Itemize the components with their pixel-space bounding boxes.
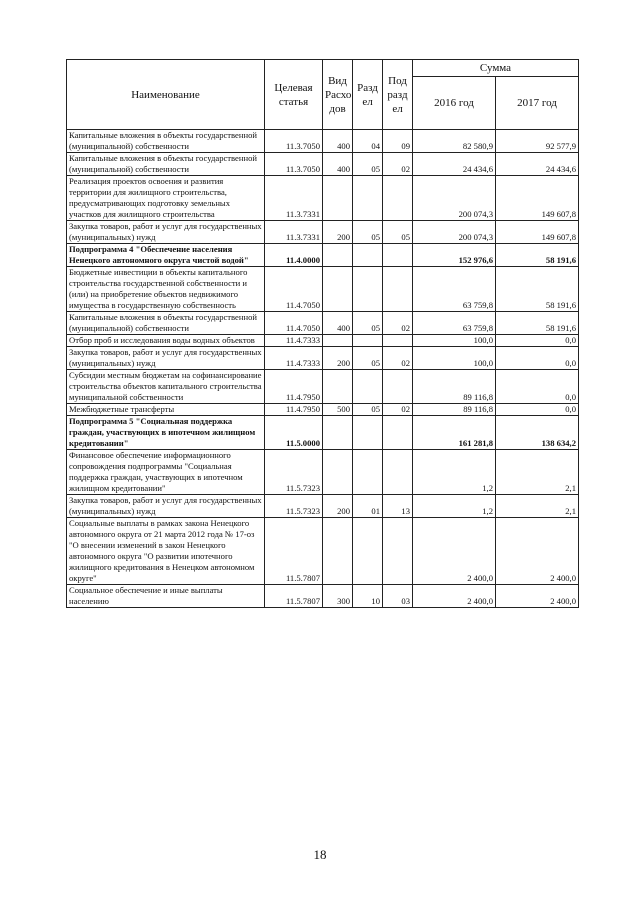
cell-section (353, 518, 383, 585)
cell-section (353, 176, 383, 221)
cell-article: 11.5.7807 (265, 518, 323, 585)
table-row (67, 335, 579, 347)
table-row (67, 416, 579, 450)
cell-article: 11.3.7050 (265, 130, 323, 153)
cell-2017: 58 191,6 (496, 244, 579, 267)
cell-name: Закупка товаров, работ и услуг для государственных (муниципальных) нужд (67, 221, 265, 244)
cell-section: 04 (353, 130, 383, 153)
cell-subsection (383, 176, 413, 221)
cell-article: 11.4.7950 (265, 404, 323, 416)
cell-kind: 400 (323, 153, 353, 176)
cell-article: 11.5.7807 (265, 585, 323, 608)
cell-kind (323, 518, 353, 585)
col-header-article: Целевая статья (265, 60, 323, 130)
cell-name: Капитальные вложения в объекты государственной (муниципальной) собственности (67, 130, 265, 153)
cell-2016: 200 074,3 (413, 221, 496, 244)
cell-article: 11.5.0000 (265, 416, 323, 450)
cell-2017: 149 607,8 (496, 176, 579, 221)
cell-article: 11.3.7050 (265, 153, 323, 176)
cell-kind (323, 176, 353, 221)
header-row-top (67, 60, 579, 77)
cell-2017: 2,1 (496, 495, 579, 518)
table-body (67, 130, 579, 608)
cell-subsection: 03 (383, 585, 413, 608)
table-row (67, 221, 579, 244)
cell-2017: 0,0 (496, 347, 579, 370)
table-row (67, 585, 579, 608)
cell-subsection (383, 518, 413, 585)
cell-kind (323, 370, 353, 404)
cell-2016: 89 116,8 (413, 404, 496, 416)
cell-name: Бюджетные инвестиции в объекты капитального строительства государственной собственности и (или) на приобретение объектов недвижимого имущества в государственную собственность (67, 267, 265, 312)
cell-2016: 2 400,0 (413, 585, 496, 608)
table-row (67, 518, 579, 585)
cell-section: 05 (353, 312, 383, 335)
cell-2016: 161 281,8 (413, 416, 496, 450)
cell-kind (323, 244, 353, 267)
table-row (67, 130, 579, 153)
cell-2016: 2 400,0 (413, 518, 496, 585)
cell-2017: 2,1 (496, 450, 579, 495)
table-row (67, 404, 579, 416)
cell-section: 01 (353, 495, 383, 518)
cell-name: Социальное обеспечение и иные выплаты населению (67, 585, 265, 608)
budget-table (66, 59, 579, 608)
cell-kind (323, 267, 353, 312)
cell-article: 11.3.7331 (265, 176, 323, 221)
cell-2017: 58 191,6 (496, 312, 579, 335)
cell-article: 11.4.0000 (265, 244, 323, 267)
cell-2016: 1,2 (413, 495, 496, 518)
cell-section (353, 335, 383, 347)
col-header-kind: Вид Расхо дов (323, 60, 353, 130)
cell-section: 05 (353, 221, 383, 244)
cell-2016: 63 759,8 (413, 312, 496, 335)
cell-article: 11.4.7333 (265, 347, 323, 370)
cell-article: 11.5.7323 (265, 450, 323, 495)
cell-subsection (383, 335, 413, 347)
cell-article: 11.5.7323 (265, 495, 323, 518)
cell-section (353, 370, 383, 404)
cell-subsection: 05 (383, 221, 413, 244)
cell-name: Реализация проектов освоения и развития территории для жилищного строительства, предусматривающих подготовку земельных участков для жилищного строительства (67, 176, 265, 221)
cell-name: Межбюджетные трансферты (67, 404, 265, 416)
cell-kind (323, 416, 353, 450)
cell-2017: 24 434,6 (496, 153, 579, 176)
cell-section (353, 267, 383, 312)
cell-name: Подпрограмма 4 "Обеспечение населения Ненецкого автономного округа чистой водой" (67, 244, 265, 267)
cell-2016: 1,2 (413, 450, 496, 495)
cell-article: 11.4.7333 (265, 335, 323, 347)
cell-subsection (383, 244, 413, 267)
table-row (67, 244, 579, 267)
cell-2016: 200 074,3 (413, 176, 496, 221)
cell-subsection: 02 (383, 312, 413, 335)
cell-name: Закупка товаров, работ и услуг для государственных (муниципальных) нужд (67, 347, 265, 370)
table-row (67, 370, 579, 404)
cell-kind: 400 (323, 130, 353, 153)
col-header-sum: Сумма (413, 60, 579, 77)
cell-subsection (383, 416, 413, 450)
table-row (67, 347, 579, 370)
cell-2017: 2 400,0 (496, 518, 579, 585)
cell-subsection: 02 (383, 153, 413, 176)
cell-name: Капитальные вложения в объекты государственной (муниципальной) собственности (67, 312, 265, 335)
cell-2017: 92 577,9 (496, 130, 579, 153)
col-header-name: Наименование (67, 60, 265, 130)
cell-subsection (383, 370, 413, 404)
cell-section: 05 (353, 347, 383, 370)
cell-section: 10 (353, 585, 383, 608)
cell-2017: 2 400,0 (496, 585, 579, 608)
col-header-section: Разд ел (353, 60, 383, 130)
cell-article: 11.4.7950 (265, 370, 323, 404)
cell-kind: 200 (323, 221, 353, 244)
cell-name: Финансовое обеспечение информационного сопровождения подпрограммы "Социальная поддержка граждан, участвующих в ипотечном жилищном кредитовании" (67, 450, 265, 495)
cell-name: Социальные выплаты в рамках закона Ненецкого автономного округа от 21 марта 2012 года № 17-оз "О внесении изменений в закон Ненецкого автономного округа "О развитии ипотечного жилищного кредитования в Ненецком автономном округе" (67, 518, 265, 585)
cell-2016: 89 116,8 (413, 370, 496, 404)
cell-2016: 63 759,8 (413, 267, 496, 312)
table-row (67, 450, 579, 495)
cell-2017: 149 607,8 (496, 221, 579, 244)
cell-subsection: 02 (383, 404, 413, 416)
cell-2016: 82 580,9 (413, 130, 496, 153)
col-header-subsection: Под разд ел (383, 60, 413, 130)
cell-section: 05 (353, 404, 383, 416)
cell-kind (323, 335, 353, 347)
cell-section (353, 416, 383, 450)
cell-2017: 58 191,6 (496, 267, 579, 312)
cell-subsection: 09 (383, 130, 413, 153)
cell-name: Подпрограмма 5 "Социальная поддержка граждан, участвующих в ипотечном жилищном кредитовании" (67, 416, 265, 450)
cell-2017: 0,0 (496, 404, 579, 416)
cell-2017: 0,0 (496, 335, 579, 347)
cell-kind: 200 (323, 495, 353, 518)
cell-2017: 138 634,2 (496, 416, 579, 450)
cell-subsection (383, 450, 413, 495)
cell-2016: 100,0 (413, 335, 496, 347)
page-number: 18 (313, 847, 327, 862)
col-header-year-2017: 2017 год (496, 77, 579, 130)
cell-name: Капитальные вложения в объекты государственной (муниципальной) собственности (67, 153, 265, 176)
table-row (67, 267, 579, 312)
table-row (67, 153, 579, 176)
cell-article: 11.4.7050 (265, 267, 323, 312)
cell-section (353, 450, 383, 495)
cell-2016: 152 976,6 (413, 244, 496, 267)
cell-2016: 24 434,6 (413, 153, 496, 176)
col-header-year-2016: 2016 год (413, 77, 496, 130)
cell-kind: 500 (323, 404, 353, 416)
cell-section (353, 244, 383, 267)
table-row (67, 176, 579, 221)
cell-article: 11.4.7050 (265, 312, 323, 335)
cell-subsection: 02 (383, 347, 413, 370)
cell-kind: 200 (323, 347, 353, 370)
cell-kind: 400 (323, 312, 353, 335)
cell-2016: 100,0 (413, 347, 496, 370)
cell-name: Закупка товаров, работ и услуг для государственных (муниципальных) нужд (67, 495, 265, 518)
cell-subsection (383, 267, 413, 312)
cell-kind (323, 450, 353, 495)
table-row (67, 495, 579, 518)
cell-section: 05 (353, 153, 383, 176)
cell-2017: 0,0 (496, 370, 579, 404)
cell-article: 11.3.7331 (265, 221, 323, 244)
cell-kind: 300 (323, 585, 353, 608)
cell-name: Отбор проб и исследования воды водных объектов (67, 335, 265, 347)
cell-subsection: 13 (383, 495, 413, 518)
table-row (67, 312, 579, 335)
cell-name: Субсидии местным бюджетам на софинансирование строительства объектов капитального строительства муниципальной собственности (67, 370, 265, 404)
